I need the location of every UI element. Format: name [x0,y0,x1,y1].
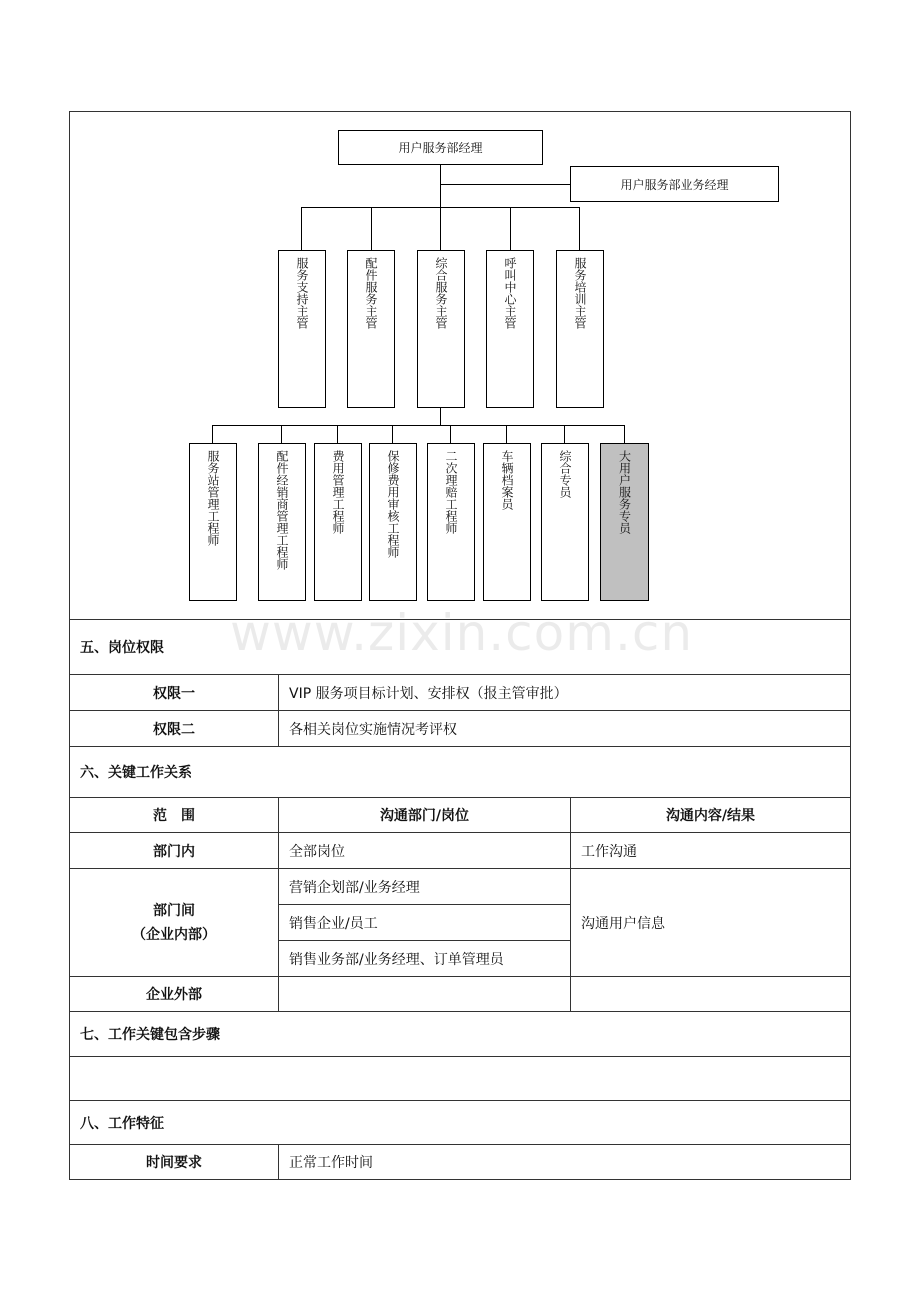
permission-value: 各相关岗位实施情况考评权 [278,710,851,747]
watermark: www.zixin.com.cn [230,604,694,662]
org-node-staff-highlighted: 大用户服务专员 [600,443,649,601]
dept-internal: 全部岗位 [278,832,571,869]
table-header-dept: 沟通部门/岗位 [278,797,571,833]
org-node-staff: 车辆档案员 [483,443,531,601]
connector [371,207,372,251]
section-title: 七、工作关键包含步骤 [69,1011,851,1057]
connector [212,425,213,444]
feature-value: 正常工作时间 [278,1144,851,1180]
org-node-manager: 综合服务主管 [417,250,465,408]
connector [301,207,302,251]
org-node-top-manager: 用户服务部经理 [338,130,543,165]
org-node-manager: 呼叫中心主管 [486,250,534,408]
org-node-staff: 综合专员 [541,443,589,601]
feature-label: 时间要求 [69,1144,279,1180]
connector [510,207,511,251]
section-title: 六、关键工作关系 [69,746,851,798]
connector [506,425,507,444]
connector [624,425,625,444]
dept-external [278,976,571,1012]
content-internal: 工作沟通 [570,832,851,869]
section-title: 五、岗位权限 [69,619,851,675]
org-node-staff: 费用管理工程师 [314,443,362,601]
scope-between-line2: （企业内部） [132,926,216,943]
connector [440,407,441,425]
connector [440,165,441,207]
permission-label: 权限一 [69,674,279,711]
org-node-manager: 服务支持主管 [278,250,326,408]
dept-between: 营销企划部/业务经理 [278,868,571,905]
content-between: 沟通用户信息 [570,868,851,977]
scope-external: 企业外部 [69,976,279,1012]
connector [440,184,570,185]
scope-between [69,868,279,977]
connector [579,207,580,251]
permission-label: 权限二 [69,710,279,747]
table-header-content: 沟通内容/结果 [570,797,851,833]
steps-content [69,1056,851,1101]
scope-between-line1: 部门间 [153,902,195,919]
org-node-manager: 配件服务主管 [347,250,395,408]
connector [450,425,451,444]
org-node-staff: 配件经销商管理工程师 [258,443,306,601]
org-node-assistant-manager: 用户服务部业务经理 [570,166,779,202]
org-node-staff: 二次理赔工程师 [427,443,475,601]
scope-internal: 部门内 [69,832,279,869]
org-node-staff: 保修费用审核工程师 [369,443,417,601]
connector [337,425,338,444]
section-title: 八、工作特征 [69,1100,851,1145]
connector [440,207,441,251]
connector [392,425,393,444]
connector [281,425,282,444]
table-header-scope: 范 围 [69,797,279,833]
permission-value: VIP 服务项目标计划、安排权（报主管审批） [278,674,851,711]
org-node-staff: 服务站管理工程师 [189,443,237,601]
dept-between: 销售业务部/业务经理、订单管理员 [278,940,571,977]
content-external [570,976,851,1012]
dept-between: 销售企业/员工 [278,904,571,941]
connector [564,425,565,444]
org-node-manager: 服务培训主管 [556,250,604,408]
